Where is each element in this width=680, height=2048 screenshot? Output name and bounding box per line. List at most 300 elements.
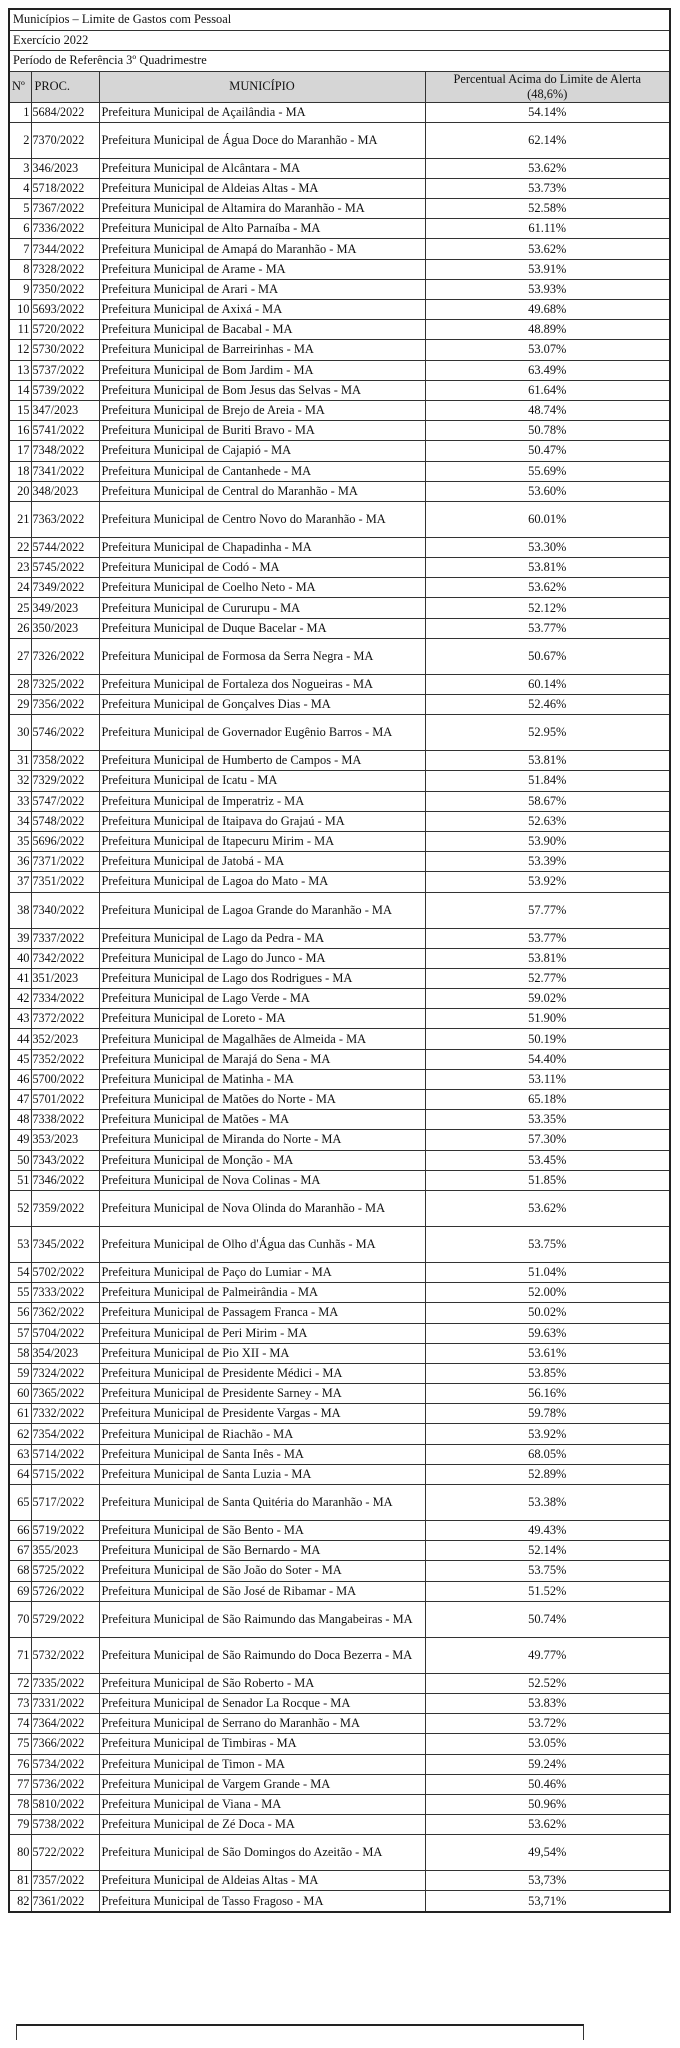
table-row: [9, 501, 670, 537]
process-number: 5810/2022: [31, 1794, 99, 1814]
municipality-name: Prefeitura Municipal de Nova Olinda do Maranhão - MA: [99, 1190, 425, 1226]
process-number: 5745/2022: [31, 558, 99, 578]
table-row: [9, 1262, 670, 1282]
percent-above-limit: 49,54%: [425, 1835, 670, 1871]
table-row: [9, 1283, 670, 1303]
municipality-name: Prefeitura Municipal de Cajapió - MA: [99, 441, 425, 461]
table-row: [9, 279, 670, 299]
table-row: [9, 1774, 670, 1794]
table-row: [9, 1714, 670, 1734]
municipality-name: Prefeitura Municipal de Loreto - MA: [99, 1009, 425, 1029]
row-number: 14: [9, 380, 31, 400]
percent-above-limit: 53.38%: [425, 1485, 670, 1521]
row-number: 38: [9, 892, 31, 928]
percent-above-limit: 53.81%: [425, 558, 670, 578]
municipality-name: Prefeitura Municipal de Tasso Fragoso - MA: [99, 1891, 425, 1912]
row-number: 65: [9, 1485, 31, 1521]
process-number: 5722/2022: [31, 1835, 99, 1871]
process-number: 5700/2022: [31, 1069, 99, 1089]
row-number: 57: [9, 1323, 31, 1343]
row-number: 13: [9, 360, 31, 380]
municipality-name: Prefeitura Municipal de Presidente Vargas - MA: [99, 1404, 425, 1424]
municipality-name: Prefeitura Municipal de São Raimundo do Doca Bezerra - MA: [99, 1637, 425, 1673]
row-number: 68: [9, 1561, 31, 1581]
percent-above-limit: 49.43%: [425, 1521, 670, 1541]
percent-above-limit: 65.18%: [425, 1090, 670, 1110]
municipality-name: Prefeitura Municipal de São João do Soter - MA: [99, 1561, 425, 1581]
row-number: 26: [9, 618, 31, 638]
process-number: 7341/2022: [31, 461, 99, 481]
process-number: 5725/2022: [31, 1561, 99, 1581]
percent-above-limit: 52.89%: [425, 1464, 670, 1484]
municipality-name: Prefeitura Municipal de Santa Quitéria do Maranhão - MA: [99, 1485, 425, 1521]
row-number: 52: [9, 1190, 31, 1226]
table-row: [9, 1693, 670, 1713]
municipality-name: Prefeitura Municipal de Governador Eugênio Barros - MA: [99, 715, 425, 751]
percent-above-limit: 51.04%: [425, 1262, 670, 1282]
row-number: 47: [9, 1090, 31, 1110]
municipality-name: Prefeitura Municipal de Monção - MA: [99, 1150, 425, 1170]
table-row: [9, 1815, 670, 1835]
row-number: 50: [9, 1150, 31, 1170]
process-number: 7364/2022: [31, 1714, 99, 1734]
table-row: [9, 102, 670, 122]
process-number: 5684/2022: [31, 102, 99, 122]
process-number: 5744/2022: [31, 537, 99, 557]
municipality-name: Prefeitura Municipal de Fortaleza dos Nogueiras - MA: [99, 674, 425, 694]
row-number: 21: [9, 501, 31, 537]
municipality-name: Prefeitura Municipal de Codó - MA: [99, 558, 425, 578]
row-number: 80: [9, 1835, 31, 1871]
table-row: [9, 831, 670, 851]
table-row: [9, 1404, 670, 1424]
municipality-name: Prefeitura Municipal de Gonçalves Dias - MA: [99, 695, 425, 715]
column-header-row: [9, 71, 670, 102]
table-row: [9, 1424, 670, 1444]
municipality-name: Prefeitura Municipal de São José de Ribamar - MA: [99, 1581, 425, 1601]
process-number: 353/2023: [31, 1130, 99, 1150]
municipality-name: Prefeitura Municipal de Imperatriz - MA: [99, 791, 425, 811]
row-number: 59: [9, 1363, 31, 1383]
table-row: [9, 259, 670, 279]
municipality-name: Prefeitura Municipal de Centro Novo do Maranhão - MA: [99, 501, 425, 537]
process-number: 5737/2022: [31, 360, 99, 380]
municipality-name: Prefeitura Municipal de Santa Luzia - MA: [99, 1464, 425, 1484]
table-row: [9, 1541, 670, 1561]
percent-above-limit: 53.72%: [425, 1714, 670, 1734]
municipality-name: Prefeitura Municipal de Zé Doca - MA: [99, 1815, 425, 1835]
percent-above-limit: 53.85%: [425, 1363, 670, 1383]
process-number: 7340/2022: [31, 892, 99, 928]
process-number: 5715/2022: [31, 1464, 99, 1484]
percent-above-limit: 53.62%: [425, 239, 670, 259]
percent-above-limit: 59.63%: [425, 1323, 670, 1343]
municipality-name: Prefeitura Municipal de Arari - MA: [99, 279, 425, 299]
row-number: 22: [9, 537, 31, 557]
process-number: 7324/2022: [31, 1363, 99, 1383]
table-row: [9, 1871, 670, 1891]
exercise-label: Exercício 2022: [9, 30, 670, 51]
percent-above-limit: 53.81%: [425, 948, 670, 968]
process-number: 5726/2022: [31, 1581, 99, 1601]
row-number: 74: [9, 1714, 31, 1734]
row-number: 82: [9, 1891, 31, 1912]
table-row: [9, 948, 670, 968]
table-row: [9, 1170, 670, 1190]
process-number: 5747/2022: [31, 791, 99, 811]
process-number: 7356/2022: [31, 695, 99, 715]
percent-above-limit: 52.58%: [425, 199, 670, 219]
percent-above-limit: 53.61%: [425, 1343, 670, 1363]
row-number: 53: [9, 1226, 31, 1262]
row-number: 67: [9, 1541, 31, 1561]
percent-above-limit: 48.89%: [425, 320, 670, 340]
process-number: 5748/2022: [31, 811, 99, 831]
table-body: [9, 102, 670, 1912]
process-number: 5729/2022: [31, 1601, 99, 1637]
percent-above-limit: 50.19%: [425, 1029, 670, 1049]
table-row: [9, 1673, 670, 1693]
process-number: 351/2023: [31, 968, 99, 988]
percent-above-limit: 51.52%: [425, 1581, 670, 1601]
municipality-name: Prefeitura Municipal de Alcântara - MA: [99, 158, 425, 178]
municipality-name: Prefeitura Municipal de Bacabal - MA: [99, 320, 425, 340]
table-row: [9, 158, 670, 178]
process-number: 5693/2022: [31, 300, 99, 320]
row-number: 51: [9, 1170, 31, 1190]
row-number: 28: [9, 674, 31, 694]
municipality-name: Prefeitura Municipal de São Roberto - MA: [99, 1673, 425, 1693]
table-title: Municípios – Limite de Gastos com Pessoal: [9, 9, 670, 30]
table-row: [9, 239, 670, 259]
column-header-municipality: MUNICÍPIO: [99, 71, 425, 102]
row-number: 24: [9, 578, 31, 598]
municipality-name: Prefeitura Municipal de São Bernardo - MA: [99, 1541, 425, 1561]
table-row: [9, 178, 670, 198]
percent-above-limit: 52.14%: [425, 1541, 670, 1561]
percent-above-limit: 50.67%: [425, 638, 670, 674]
percent-above-limit: 53.90%: [425, 831, 670, 851]
limits-table: [8, 8, 671, 1913]
municipality-name: Prefeitura Municipal de Lago Verde - MA: [99, 989, 425, 1009]
municipality-name: Prefeitura Municipal de Olho d'Água das Cunhãs - MA: [99, 1226, 425, 1262]
column-header-number: Nº: [9, 71, 31, 102]
percent-above-limit: 50.47%: [425, 441, 670, 461]
table-row: [9, 1303, 670, 1323]
municipality-name: Prefeitura Municipal de Vargem Grande - MA: [99, 1774, 425, 1794]
row-number: 45: [9, 1049, 31, 1069]
table-row: [9, 1601, 670, 1637]
row-number: 29: [9, 695, 31, 715]
row-number: 70: [9, 1601, 31, 1637]
table-row: [9, 872, 670, 892]
percent-above-limit: 56.16%: [425, 1384, 670, 1404]
row-number: 77: [9, 1774, 31, 1794]
row-number: 55: [9, 1283, 31, 1303]
process-number: 352/2023: [31, 1029, 99, 1049]
municipality-name: Prefeitura Municipal de Amapá do Maranhão - MA: [99, 239, 425, 259]
row-number: 11: [9, 320, 31, 340]
column-header-percent-limit: (48,6%): [527, 86, 568, 101]
row-number: 33: [9, 791, 31, 811]
municipality-name: Prefeitura Municipal de Serrano do Maranhão - MA: [99, 1714, 425, 1734]
table-row: [9, 1090, 670, 1110]
percent-above-limit: 52.00%: [425, 1283, 670, 1303]
table-row: [9, 1069, 670, 1089]
percent-above-limit: 50.46%: [425, 1774, 670, 1794]
table-row: [9, 1754, 670, 1774]
municipality-name: Prefeitura Municipal de Aldeias Altas - MA: [99, 1871, 425, 1891]
municipality-name: Prefeitura Municipal de Buriti Bravo - MA: [99, 421, 425, 441]
percent-above-limit: 53.93%: [425, 279, 670, 299]
process-number: 7329/2022: [31, 771, 99, 791]
process-number: 7359/2022: [31, 1190, 99, 1226]
percent-above-limit: 61.11%: [425, 219, 670, 239]
exercise-row: [9, 30, 670, 51]
process-number: 5746/2022: [31, 715, 99, 751]
row-number: 31: [9, 751, 31, 771]
title-row: [9, 9, 670, 30]
process-number: 7334/2022: [31, 989, 99, 1009]
process-number: 7345/2022: [31, 1226, 99, 1262]
percent-above-limit: 53.05%: [425, 1734, 670, 1754]
process-number: 5702/2022: [31, 1262, 99, 1282]
percent-above-limit: 53.39%: [425, 852, 670, 872]
percent-above-limit: 59.78%: [425, 1404, 670, 1424]
municipality-name: Prefeitura Municipal de Açailândia - MA: [99, 102, 425, 122]
table-row: [9, 638, 670, 674]
table-row: [9, 400, 670, 420]
municipality-name: Prefeitura Municipal de Timon - MA: [99, 1754, 425, 1774]
process-number: 7325/2022: [31, 674, 99, 694]
table-row: [9, 360, 670, 380]
row-number: 23: [9, 558, 31, 578]
process-number: 7346/2022: [31, 1170, 99, 1190]
municipality-name: Prefeitura Municipal de Paço do Lumiar - MA: [99, 1262, 425, 1282]
row-number: 18: [9, 461, 31, 481]
table-row: [9, 340, 670, 360]
process-number: 7344/2022: [31, 239, 99, 259]
process-number: 7328/2022: [31, 259, 99, 279]
table-row: [9, 441, 670, 461]
row-number: 76: [9, 1754, 31, 1774]
percent-above-limit: 50.74%: [425, 1601, 670, 1637]
municipality-name: Prefeitura Municipal de Matões do Norte - MA: [99, 1090, 425, 1110]
table-row: [9, 1637, 670, 1673]
table-row: [9, 791, 670, 811]
municipality-name: Prefeitura Municipal de Lagoa Grande do Maranhão - MA: [99, 892, 425, 928]
process-number: 7357/2022: [31, 1871, 99, 1891]
municipality-name: Prefeitura Municipal de Água Doce do Maranhão - MA: [99, 122, 425, 158]
process-number: 7361/2022: [31, 1891, 99, 1912]
table-row: [9, 481, 670, 501]
table-row: [9, 1029, 670, 1049]
table-row: [9, 1110, 670, 1130]
table-row: [9, 1049, 670, 1069]
row-number: 17: [9, 441, 31, 461]
percent-above-limit: 59.02%: [425, 989, 670, 1009]
process-number: 7338/2022: [31, 1110, 99, 1130]
row-number: 63: [9, 1444, 31, 1464]
table-row: [9, 1190, 670, 1226]
table-row: [9, 751, 670, 771]
table-row: [9, 1384, 670, 1404]
process-number: 7354/2022: [31, 1424, 99, 1444]
table-row: [9, 892, 670, 928]
percent-above-limit: 50.96%: [425, 1794, 670, 1814]
process-number: 5720/2022: [31, 320, 99, 340]
row-number: 49: [9, 1130, 31, 1150]
municipality-name: Prefeitura Municipal de Coelho Neto - MA: [99, 578, 425, 598]
table-row: [9, 421, 670, 441]
percent-above-limit: 60.01%: [425, 501, 670, 537]
percent-above-limit: 53,71%: [425, 1891, 670, 1912]
municipality-name: Prefeitura Municipal de Presidente Sarney - MA: [99, 1384, 425, 1404]
municipality-name: Prefeitura Municipal de Arame - MA: [99, 259, 425, 279]
percent-above-limit: 61.64%: [425, 380, 670, 400]
process-number: 7351/2022: [31, 872, 99, 892]
table-row: [9, 1363, 670, 1383]
municipality-name: Prefeitura Municipal de Palmeirândia - MA: [99, 1283, 425, 1303]
municipality-name: Prefeitura Municipal de Cantanhede - MA: [99, 461, 425, 481]
table-row: [9, 1444, 670, 1464]
process-number: 349/2023: [31, 598, 99, 618]
percent-above-limit: 53.81%: [425, 751, 670, 771]
column-header-percent-title: Percentual Acima do Limite de Alerta: [453, 71, 642, 86]
process-number: 7326/2022: [31, 638, 99, 674]
percent-above-limit: 52.95%: [425, 715, 670, 751]
process-number: 7332/2022: [31, 1404, 99, 1424]
percent-above-limit: 52.63%: [425, 811, 670, 831]
municipality-name: Prefeitura Municipal de Alto Parnaíba - MA: [99, 219, 425, 239]
period-label: Período de Referência 3º Quadrimestre: [9, 51, 670, 72]
table-row: [9, 1343, 670, 1363]
row-number: 60: [9, 1384, 31, 1404]
municipality-name: Prefeitura Municipal de Barreirinhas - MA: [99, 340, 425, 360]
process-number: 7336/2022: [31, 219, 99, 239]
process-number: 5696/2022: [31, 831, 99, 851]
municipality-name: Prefeitura Municipal de Santa Inês - MA: [99, 1444, 425, 1464]
process-number: 348/2023: [31, 481, 99, 501]
table-row: [9, 1521, 670, 1541]
percent-above-limit: 53.83%: [425, 1693, 670, 1713]
percent-above-limit: 53.07%: [425, 340, 670, 360]
column-header-process: PROC.: [31, 71, 99, 102]
municipality-name: Prefeitura Municipal de Central do Maranhão - MA: [99, 481, 425, 501]
table-row: [9, 1150, 670, 1170]
row-number: 32: [9, 771, 31, 791]
table-row: [9, 1794, 670, 1814]
row-number: 41: [9, 968, 31, 988]
row-number: 5: [9, 199, 31, 219]
row-number: 1: [9, 102, 31, 122]
percent-above-limit: 50.78%: [425, 421, 670, 441]
municipality-name: Prefeitura Municipal de Senador La Rocque - MA: [99, 1693, 425, 1713]
process-number: 5704/2022: [31, 1323, 99, 1343]
table-row: [9, 715, 670, 751]
row-number: 9: [9, 279, 31, 299]
percent-above-limit: 53.62%: [425, 1815, 670, 1835]
municipality-name: Prefeitura Municipal de São Raimundo das Mangabeiras - MA: [99, 1601, 425, 1637]
municipality-name: Prefeitura Municipal de Lago da Pedra - MA: [99, 928, 425, 948]
row-number: 6: [9, 219, 31, 239]
percent-above-limit: 58.67%: [425, 791, 670, 811]
municipality-name: Prefeitura Municipal de Presidente Médici - MA: [99, 1363, 425, 1383]
percent-above-limit: 50.02%: [425, 1303, 670, 1323]
municipality-name: Prefeitura Municipal de Aldeias Altas - MA: [99, 178, 425, 198]
percent-above-limit: 52.12%: [425, 598, 670, 618]
percent-above-limit: 60.14%: [425, 674, 670, 694]
municipality-name: Prefeitura Municipal de Riachão - MA: [99, 1424, 425, 1444]
process-number: 7350/2022: [31, 279, 99, 299]
municipality-name: Prefeitura Municipal de Chapadinha - MA: [99, 537, 425, 557]
municipality-name: Prefeitura Municipal de Passagem Franca - MA: [99, 1303, 425, 1323]
process-number: 7366/2022: [31, 1734, 99, 1754]
process-number: 347/2023: [31, 400, 99, 420]
row-number: 37: [9, 872, 31, 892]
municipality-name: Prefeitura Municipal de Lagoa do Mato - MA: [99, 872, 425, 892]
row-number: 42: [9, 989, 31, 1009]
process-number: 5718/2022: [31, 178, 99, 198]
process-number: 7358/2022: [31, 751, 99, 771]
row-number: 16: [9, 421, 31, 441]
row-number: 43: [9, 1009, 31, 1029]
percent-above-limit: 49.68%: [425, 300, 670, 320]
row-number: 56: [9, 1303, 31, 1323]
row-number: 81: [9, 1871, 31, 1891]
process-number: 7362/2022: [31, 1303, 99, 1323]
table-row: [9, 199, 670, 219]
process-number: 5739/2022: [31, 380, 99, 400]
percent-above-limit: 53.75%: [425, 1561, 670, 1581]
table-row: [9, 1226, 670, 1262]
process-number: 346/2023: [31, 158, 99, 178]
percent-above-limit: 53.77%: [425, 618, 670, 638]
row-number: 66: [9, 1521, 31, 1541]
percent-above-limit: 51.90%: [425, 1009, 670, 1029]
process-number: 7349/2022: [31, 578, 99, 598]
row-number: 27: [9, 638, 31, 674]
municipality-name: Prefeitura Municipal de Lago dos Rodrigues - MA: [99, 968, 425, 988]
municipality-name: Prefeitura Municipal de Bom Jesus das Selvas - MA: [99, 380, 425, 400]
process-number: 5736/2022: [31, 1774, 99, 1794]
row-number: 3: [9, 158, 31, 178]
process-number: 5738/2022: [31, 1815, 99, 1835]
municipality-name: Prefeitura Municipal de Itaipava do Grajaú - MA: [99, 811, 425, 831]
percent-above-limit: 57.30%: [425, 1130, 670, 1150]
percent-above-limit: 52.77%: [425, 968, 670, 988]
municipality-name: Prefeitura Municipal de Matinha - MA: [99, 1069, 425, 1089]
percent-above-limit: 63.49%: [425, 360, 670, 380]
table-row: [9, 1464, 670, 1484]
row-number: 58: [9, 1343, 31, 1363]
process-number: 7371/2022: [31, 852, 99, 872]
process-number: 5714/2022: [31, 1444, 99, 1464]
municipality-name: Prefeitura Municipal de Viana - MA: [99, 1794, 425, 1814]
table-row: [9, 989, 670, 1009]
percent-above-limit: 55.69%: [425, 461, 670, 481]
row-number: 40: [9, 948, 31, 968]
row-number: 75: [9, 1734, 31, 1754]
table-row: [9, 558, 670, 578]
percent-above-limit: 53.92%: [425, 872, 670, 892]
row-number: 54: [9, 1262, 31, 1282]
percent-above-limit: 53.92%: [425, 1424, 670, 1444]
process-number: 5734/2022: [31, 1754, 99, 1774]
document: [8, 8, 669, 1913]
row-number: 64: [9, 1464, 31, 1484]
row-number: 48: [9, 1110, 31, 1130]
